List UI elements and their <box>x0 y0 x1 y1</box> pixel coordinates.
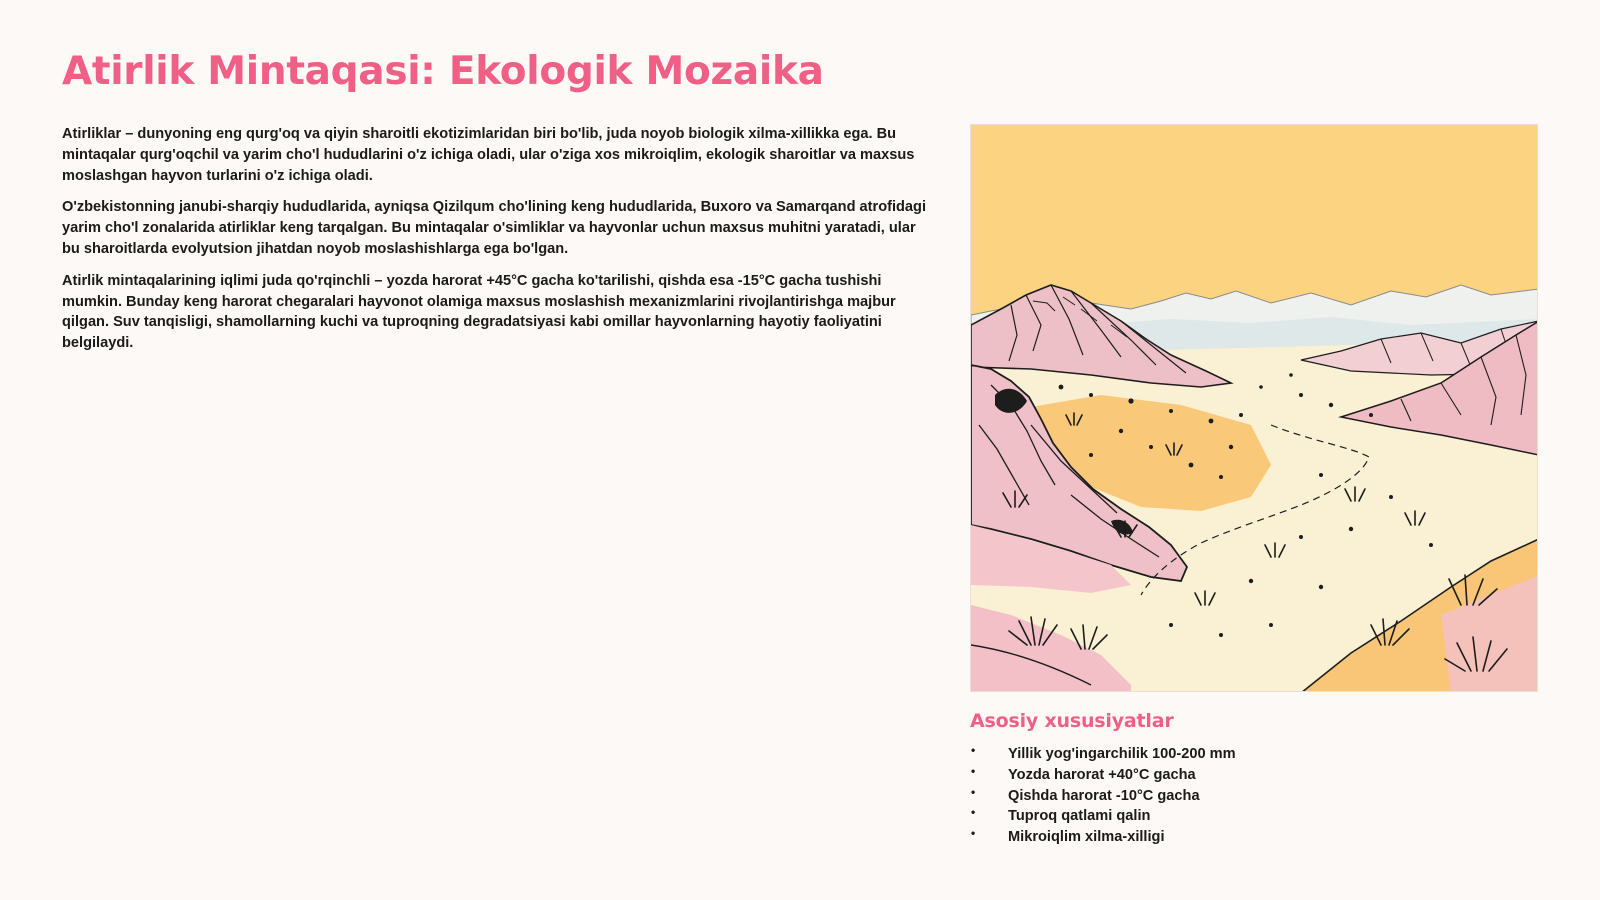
bullet-icon: • <box>971 784 976 799</box>
feature-text: Qishda harorat -10°C gacha <box>1008 787 1200 804</box>
paragraph: Atirlik mintaqalarining iqlimi juda qo'rqinchli – yozda harorat +45°C gacha ko'tarilishi, qishda esa -15°C gacha tushishi mumkin. Bunday keng harorat chegaralari hayvonot olamiga maxsus moslashish mexanizmlarini rivojlantirishga majbur qilgan. Suv tanqisligi, shamollarning kuchi va tuproqning degradatsiyasi kabi omillar hayvonlarning hayotiy faoliyatini belgilaydi. <box>62 272 896 352</box>
bullet-icon: • <box>971 763 976 778</box>
features-heading: Asosiy xususiyatlar <box>970 710 1174 732</box>
page-title: Atirlik Mintaqasi: Ekologik Mozaika <box>62 49 824 94</box>
paragraph: O'zbekistonning janubi-sharqiy hududlarida, ayniqsa Qizilqum cho'lining keng hududlarida, Buxoro va Samarqand atrofidagi yarim cho'l zonalarida atirliklar keng tarqalgan. Bu mintaqalar o'simliklar va hayvonlar uchun maxsus muhitni yaratadi, ular bu sharoitlarda evolyutsion jihatdan noyob moslashishlarga ega bo'lgan. <box>62 199 927 257</box>
bullet-icon: • <box>971 826 976 841</box>
feature-text: Tuproq qatlami qalin <box>1008 808 1151 825</box>
feature-text: Mikroiqlim xilma-xilligi <box>1008 829 1165 846</box>
list-item <box>970 806 1236 827</box>
desert-landscape-illustration <box>970 124 1538 692</box>
features-list <box>970 744 1236 848</box>
main-text <box>62 124 932 365</box>
feature-text: Yozda harorat +40°C gacha <box>1008 766 1196 783</box>
bullet-icon: • <box>971 743 976 757</box>
list-item <box>970 786 1236 807</box>
paragraph: Atirliklar – dunyoning eng qurg'oq va qiyin sharoitli ekotizimlaridan biri bo'lib, juda noyob biologik xilma-xillikka ega. Bu mintaqalar qurg'oqchil va yarim cho'l hududlarini o'z ichiga oladi, ular o'ziga xos mikroiqlim, ekologik sharoitlar va maxsus moslashgan hayvon turlarini o'z ichiga oladi. <box>62 126 915 184</box>
feature-text: Yillik yog'ingarchilik 100-200 mm <box>1008 746 1236 762</box>
bullet-icon: • <box>971 805 976 820</box>
list-item <box>970 765 1236 786</box>
list-item <box>970 744 1236 765</box>
list-item <box>970 827 1236 848</box>
